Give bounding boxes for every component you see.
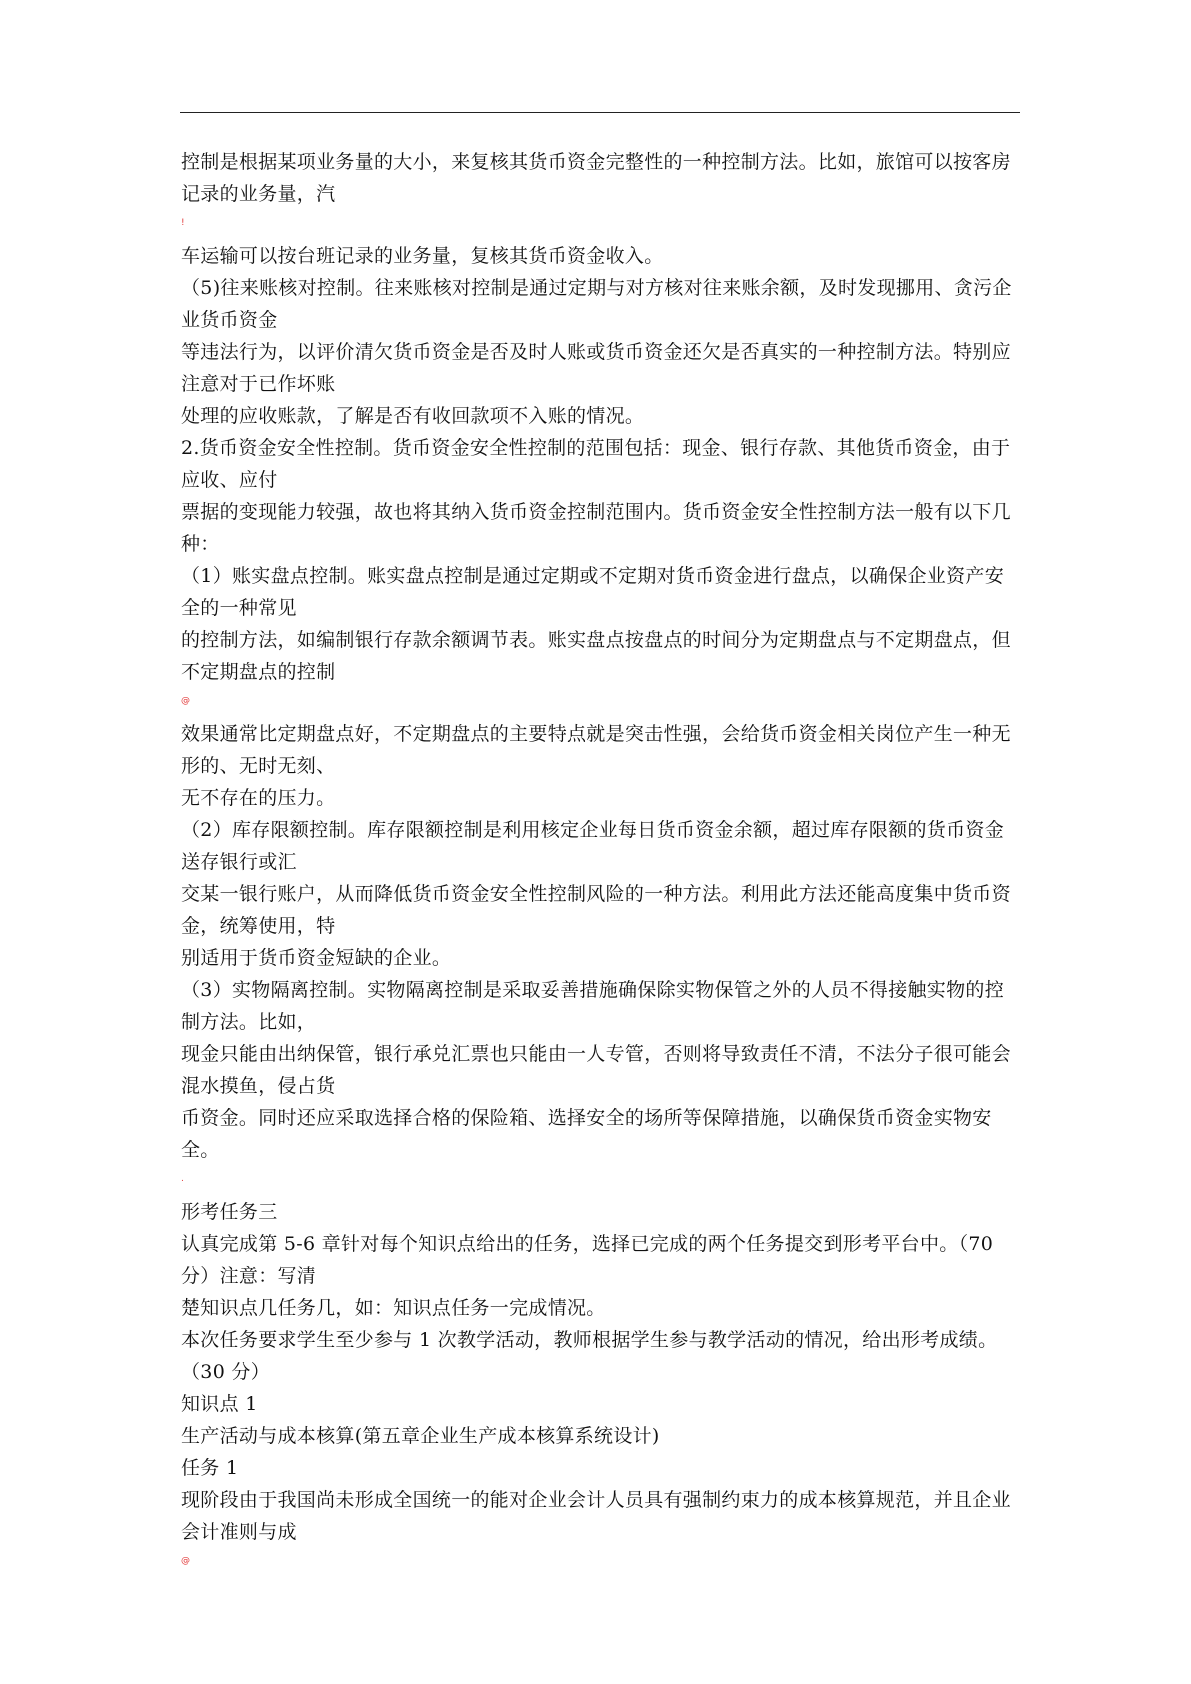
red-marker-glyph: @ <box>181 696 190 706</box>
paragraph: 等违法行为，以评价清欠货币资金是否及时人账或货币资金还欠是否真实的一种控制方法。特别应注意对于已作坏账 <box>181 341 1011 395</box>
paragraph: 效果通常比定期盘点好，不定期盘点的主要特点就是突击性强，会给货币资金相关岗位产生一种无形的、无时无刻、 <box>181 723 1011 777</box>
paragraph: 别适用于货币资金短缺的企业。 <box>181 947 452 969</box>
red-marker-glyph: . <box>181 1174 184 1184</box>
paragraph: 无不存在的压力。 <box>181 787 336 809</box>
red-marker-glyph: ! <box>181 218 185 228</box>
paragraph: 票据的变现能力较强，故也将其纳入货币资金控制范围内。货币资金安全性控制方法一般有以下几种： <box>181 501 1011 555</box>
paragraph: （1）账实盘点控制。账实盘点控制是通过定期或不定期对货币资金进行盘点，以确保企业资产安全的一种常见 <box>181 565 1004 619</box>
paragraph: 现金只能由出纳保管，银行承兑汇票也只能由一人专管，否则将导致责任不清，不法分子很可能会混水摸鱼，侵占货 <box>181 1043 1011 1097</box>
paragraph: 交某一银行账户，从而降低货币资金安全性控制风险的一种方法。利用此方法还能高度集中货币资金，统筹使用，特 <box>181 883 1011 937</box>
document-body <box>181 146 1021 1578</box>
paragraph: 现阶段由于我国尚未形成全国统一的能对企业会计人员具有强制约束力的成本核算规范，并且企业会计准则与成 <box>181 1489 1011 1543</box>
knowledge-point-title: 生产活动与成本核算(第五章企业生产成本核算系统设计) <box>181 1425 660 1447</box>
page-break-marker <box>181 1166 1021 1196</box>
paragraph: 认真完成第 5-6 章针对每个知识点给出的任务，选择已完成的两个任务提交到形考平台中。（70 分）注意：写清 <box>181 1233 994 1287</box>
paragraph: 车运输可以按台班记录的业务量，复核其货币资金收入。 <box>181 245 664 267</box>
knowledge-point-heading: 知识点 1 <box>181 1393 258 1415</box>
paragraph: （5)往来账核对控制。往来账核对控制是通过定期与对方核对往来账余额，及时发现挪用、贪污企业货币资金 <box>181 277 1012 331</box>
paragraph: 的控制方法，如编制银行存款余额调节表。账实盘点按盘点的时间分为定期盘点与不定期盘点，但不定期盘点的控制 <box>181 629 1011 683</box>
paragraph: 2.货币资金安全性控制。货币资金安全性控制的范围包括：现金、银行存款、其他货币资金，由于应收、应付 <box>181 437 1011 491</box>
paragraph: 币资金。同时还应采取选择合格的保险箱、选择安全的场所等保障措施，以确保货币资金实物安全。 <box>181 1107 992 1161</box>
task-heading: 任务 1 <box>181 1457 239 1479</box>
paragraph: 控制是根据某项业务量的大小，来复核其货币资金完整性的一种控制方法。比如，旅馆可以按客房记录的业务量，汽 <box>181 151 1011 205</box>
header-rule <box>180 112 1020 113</box>
paragraph: （2）库存限额控制。库存限额控制是利用核定企业每日货币资金余额，超过库存限额的货币资金送存银行或汇 <box>181 819 1004 873</box>
page-break-marker <box>181 688 1021 718</box>
page-break-marker <box>181 210 1021 240</box>
page-break-marker <box>181 1548 1021 1578</box>
paragraph: （3）实物隔离控制。实物隔离控制是采取妥善措施确保除实物保管之外的人员不得接触实物的控制方法。比如， <box>181 979 1004 1033</box>
paragraph: 本次任务要求学生至少参与 1 次教学活动，教师根据学生参与教学活动的情况，给出形考成绩。（30 分） <box>181 1329 998 1383</box>
paragraph: 楚知识点几任务几，如：知识点任务一完成情况。 <box>181 1297 606 1319</box>
section-title: 形考任务三 <box>181 1201 278 1223</box>
paragraph: 处理的应收账款，了解是否有收回款项不入账的情况。 <box>181 405 645 427</box>
red-marker-glyph: @ <box>181 1556 190 1566</box>
